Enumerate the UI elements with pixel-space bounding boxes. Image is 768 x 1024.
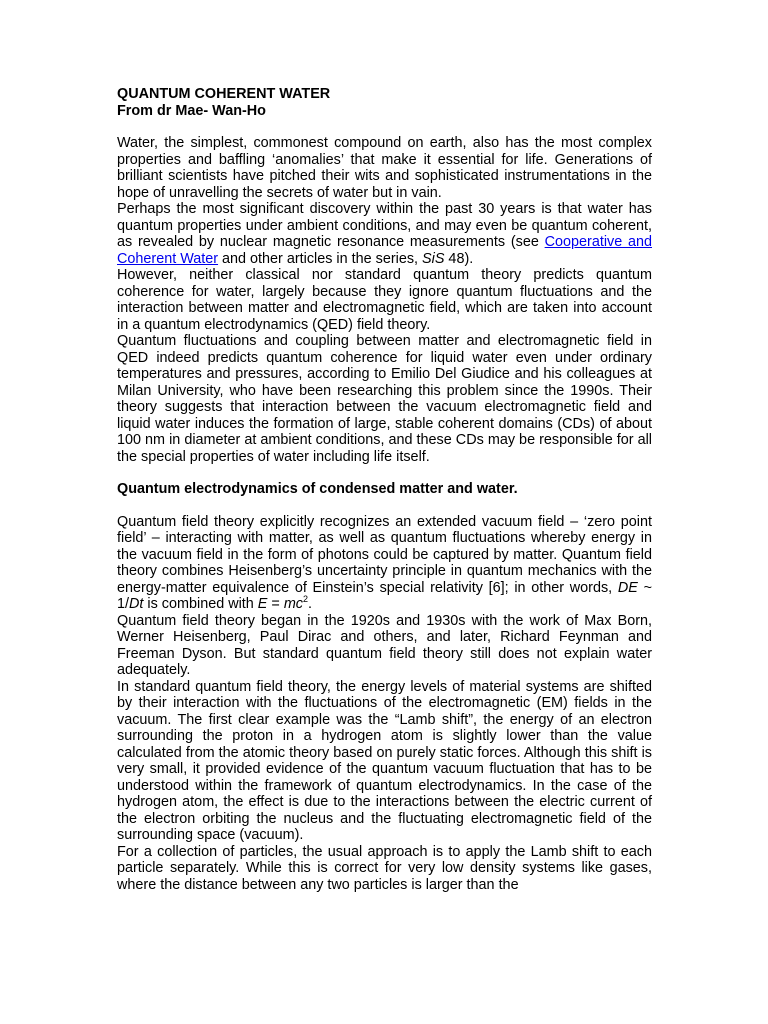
formula-dt: Dt <box>129 596 144 612</box>
formula-mc: mc <box>283 596 303 612</box>
document-title: QUANTUM COHERENT WATER <box>117 86 331 102</box>
formula-mid: ~ 1/ <box>117 579 652 612</box>
paragraph-discovery-text: Perhaps the most significant discovery within the past 30 years is that water has quantum properties under ambient conditions, and may even be quantum coherent, as revealed by nuclear magnetic resonance measurements (see <box>117 201 652 250</box>
paragraph-particles: For a collection of particles, the usual approach is to apply the Lamb shift to each particle separately. While this is correct for very low density systems like gases, where the distance between any two particles is larger than the <box>117 843 652 893</box>
document-page <box>117 86 652 893</box>
series-name: SiS <box>422 250 445 267</box>
paragraph-history: Quantum field theory began in the 1920s and 1930s with the work of Max Born, Werner Heisenberg, Paul Dirac and others, and later, Richard Feynman and Freeman Dyson. But standard quantum field theory still does not explain water adequately. <box>117 612 652 678</box>
formula-e: E <box>257 596 268 612</box>
paragraph-lamb-shift: In standard quantum field theory, the energy levels of material systems are shifted by their interaction with the fluctuations of the electromagnetic (EM) fields in the vacuum. The first clear example was the “Lamb shift”, the energy of an electron surrounding the proton in a hydrogen atom is slightly lower than the value calculated from the atomic theory based on purely static forces. Although this shift is very small, it provided evidence of the quantum vacuum fluctuation that has to be understood within the framework of quantum electrodynamics. In the case of the hydrogen atom, the effect is due to the interactions between the electric current of the electron orbiting the nucleus and the fluctuating electromagnetic field of the surrounding space (vacuum). <box>117 678 652 843</box>
paragraph-discovery-end: 48). <box>444 250 474 267</box>
formula-exponent: 2 <box>303 594 309 605</box>
paragraph-discovery <box>117 201 652 267</box>
paragraph-discovery-text-cont: and other articles in the series, <box>218 250 423 267</box>
paragraph-qed-prediction: Quantum fluctuations and coupling between matter and electromagnetic field in QED indeed predicts quantum coherence for liquid water even under ordinary temperatures and pressures, according to Emilio Del Giudice and his colleagues at Milan University, who have been researching this problem since the 1990s. Their theory suggests that interaction between the vacuum electromagnetic field and liquid water induces the formation of large, stable coherent domains (CDs) of about 100 nm in diameter at ambient conditions, and these CDs may be responsible for all the special properties of water including life itself. <box>117 333 652 465</box>
section-heading: Quantum electrodynamics of condensed matter and water. <box>117 481 518 497</box>
formula-de: DE <box>617 579 638 596</box>
paragraph-field-theory <box>117 514 652 613</box>
formula-combined: is combined with <box>143 596 258 612</box>
formula-end: . <box>308 596 313 612</box>
cooperative-coherent-water-link[interactable]: Cooperative and Coherent Water <box>117 234 652 267</box>
paragraph-intro: Water, the simplest, commonest compound on earth, also has the most complex properties and baffling ‘anomalies’ that make it essential for life. Generations of brilliant scientists have pitched their wits and sophisticated instrumentations in the hope of unravelling the secrets of water but in vain. <box>117 135 652 201</box>
document-author: From dr Mae- Wan-Ho <box>117 102 266 119</box>
paragraph-classical-theory: However, neither classical nor standard quantum theory predicts quantum coherence for water, largely because they ignore quantum fluctuations and the interaction between matter and electromagnetic field, which are taken into account in a quantum electrodynamics (QED) field theory. <box>117 267 652 333</box>
formula-eq: = <box>267 596 284 612</box>
paragraph-field-theory-text: Quantum field theory explicitly recognizes an extended vacuum field – ‘zero point field’ – interacting with matter, as well as quantum fluctuations whereby energy in the vacuum field in the form of photons could be captured by matter. Quantum field theory combines Heisenberg’s uncertainty principle in quantum mechanics with the energy-matter equivalence of Einstein’s special relativity [6]; in other words, <box>117 513 652 596</box>
